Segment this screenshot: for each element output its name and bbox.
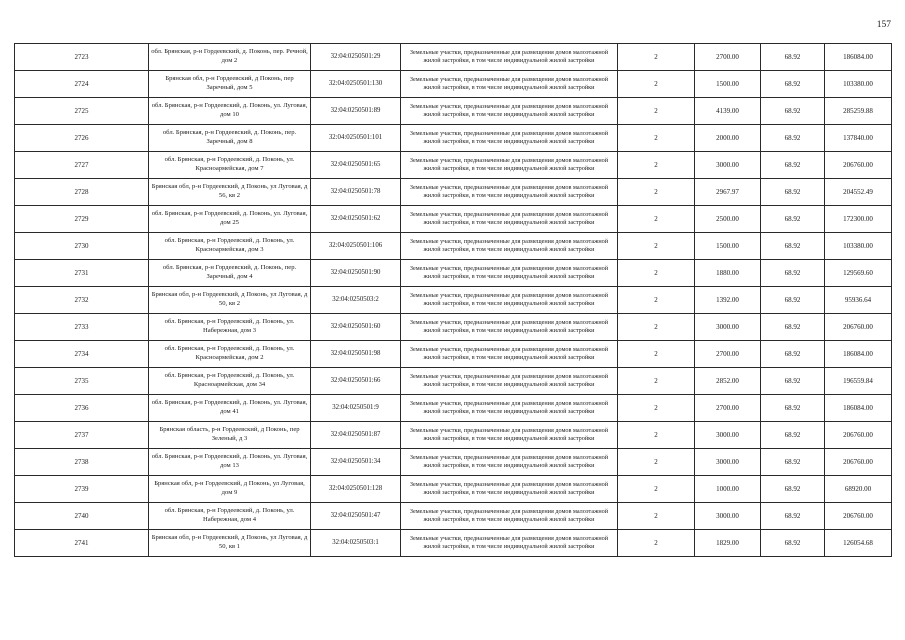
cadastral-number-cell: 32:04:0250501:128 xyxy=(311,476,401,503)
cadastral-number-cell: 32:04:0250501:89 xyxy=(311,98,401,125)
land-use-purpose-cell: Земельные участки, предназначенные для размещения домов малоэтажной жилой застройки, в том числе индивидуальной жилой застройки xyxy=(401,260,618,287)
row-number: 2738 xyxy=(15,449,149,476)
group-number-cell: 2 xyxy=(618,368,695,395)
land-use-purpose-cell: Земельные участки, предназначенные для размещения домов малоэтажной жилой застройки, в том числе индивидуальной жилой застройки xyxy=(401,125,618,152)
cadastral-value-cell: 137840.00 xyxy=(825,125,892,152)
row-number: 2737 xyxy=(15,422,149,449)
cadastral-number-cell: 32:04:0250501:78 xyxy=(311,179,401,206)
area-cell: 2500.00 xyxy=(695,206,761,233)
address-cell: обл. Брянская, р-н Гордеевский, д. Поконь, ул. Красноармейская, дом 3 xyxy=(149,233,311,260)
cadastral-number-cell: 32:04:0250501:29 xyxy=(311,44,401,71)
group-number-cell: 2 xyxy=(618,287,695,314)
specific-value-cell: 68.92 xyxy=(761,260,825,287)
cadastral-number-cell: 32:04:0250501:106 xyxy=(311,233,401,260)
address-cell: обл. Брянская, р-н Гордеевский, д. Поконь, ул. Красноармейская, дом 34 xyxy=(149,368,311,395)
land-use-purpose-cell: Земельные участки, предназначенные для размещения домов малоэтажной жилой застройки, в том числе индивидуальной жилой застройки xyxy=(401,449,618,476)
address-cell: Брянская обл, р-н Гордеевский, д Поконь, ул Луговая, дом 9 xyxy=(149,476,311,503)
cadastral-number-cell: 32:04:0250501:87 xyxy=(311,422,401,449)
address-cell: обл. Брянская, р-н Гордеевский, д. Поконь, пер. Заречный, дом 8 xyxy=(149,125,311,152)
table-row xyxy=(15,125,892,152)
table-row xyxy=(15,98,892,125)
row-number: 2740 xyxy=(15,503,149,530)
cadastral-number-cell: 32:04:0250501:47 xyxy=(311,503,401,530)
cadastral-value-cell: 204552.49 xyxy=(825,179,892,206)
cadastral-value-cell: 95936.64 xyxy=(825,287,892,314)
group-number-cell: 2 xyxy=(618,422,695,449)
area-cell: 4139.00 xyxy=(695,98,761,125)
table-row xyxy=(15,287,892,314)
group-number-cell: 2 xyxy=(618,152,695,179)
table-row xyxy=(15,422,892,449)
registry-body xyxy=(15,44,892,557)
row-number: 2731 xyxy=(15,260,149,287)
land-use-purpose-cell: Земельные участки, предназначенные для размещения домов малоэтажной жилой застройки, в том числе индивидуальной жилой застройки xyxy=(401,422,618,449)
area-cell: 2700.00 xyxy=(695,44,761,71)
group-number-cell: 2 xyxy=(618,503,695,530)
cadastral-number-cell: 32:04:0250501:62 xyxy=(311,206,401,233)
specific-value-cell: 68.92 xyxy=(761,71,825,98)
cadastral-value-cell: 196559.84 xyxy=(825,368,892,395)
cadastral-value-cell: 103380.00 xyxy=(825,71,892,98)
specific-value-cell: 68.92 xyxy=(761,314,825,341)
specific-value-cell: 68.92 xyxy=(761,368,825,395)
specific-value-cell: 68.92 xyxy=(761,503,825,530)
table-row xyxy=(15,44,892,71)
land-use-purpose-cell: Земельные участки, предназначенные для размещения домов малоэтажной жилой застройки, в том числе индивидуальной жилой застройки xyxy=(401,341,618,368)
cadastral-number-cell: 32:04:0250501:34 xyxy=(311,449,401,476)
cadastral-number-cell: 32:04:0250501:101 xyxy=(311,125,401,152)
page-number: 157 xyxy=(876,20,891,30)
table-row xyxy=(15,368,892,395)
area-cell: 3000.00 xyxy=(695,449,761,476)
table-row xyxy=(15,179,892,206)
land-use-purpose-cell: Земельные участки, предназначенные для размещения домов малоэтажной жилой застройки, в том числе индивидуальной жилой застройки xyxy=(401,206,618,233)
specific-value-cell: 68.92 xyxy=(761,530,825,557)
area-cell: 1880.00 xyxy=(695,260,761,287)
cadastral-value-cell: 186084.00 xyxy=(825,341,892,368)
table-row xyxy=(15,233,892,260)
row-number: 2741 xyxy=(15,530,149,557)
area-cell: 3000.00 xyxy=(695,314,761,341)
specific-value-cell: 68.92 xyxy=(761,233,825,260)
area-cell: 3000.00 xyxy=(695,152,761,179)
row-number: 2733 xyxy=(15,314,149,341)
specific-value-cell: 68.92 xyxy=(761,179,825,206)
area-cell: 1500.00 xyxy=(695,71,761,98)
cadastral-number-cell: 32:04:0250501:130 xyxy=(311,71,401,98)
group-number-cell: 2 xyxy=(618,71,695,98)
group-number-cell: 2 xyxy=(618,530,695,557)
area-cell: 3000.00 xyxy=(695,503,761,530)
group-number-cell: 2 xyxy=(618,395,695,422)
land-use-purpose-cell: Земельные участки, предназначенные для размещения домов малоэтажной жилой застройки, в том числе индивидуальной жилой застройки xyxy=(401,287,618,314)
group-number-cell: 2 xyxy=(618,449,695,476)
cadastral-value-cell: 285259.88 xyxy=(825,98,892,125)
address-cell: Брянская обл, р-н Гордеевский, д Поконь, пер Заречный, дом 5 xyxy=(149,71,311,98)
table-row xyxy=(15,449,892,476)
table-row xyxy=(15,341,892,368)
area-cell: 1000.00 xyxy=(695,476,761,503)
row-number: 2736 xyxy=(15,395,149,422)
address-cell: обл. Брянская, р-н Гордеевский, д. Поконь, ул. Луговая, дом 25 xyxy=(149,206,311,233)
specific-value-cell: 68.92 xyxy=(761,125,825,152)
area-cell: 2700.00 xyxy=(695,341,761,368)
area-cell: 2967.97 xyxy=(695,179,761,206)
group-number-cell: 2 xyxy=(618,233,695,260)
cadastral-value-cell: 126054.68 xyxy=(825,530,892,557)
row-number: 2723 xyxy=(15,44,149,71)
area-cell: 3000.00 xyxy=(695,422,761,449)
table-row xyxy=(15,71,892,98)
address-cell: Брянская область, р-н Гордеевский, д Поконь, пер Зеленый, д 3 xyxy=(149,422,311,449)
address-cell: обл. Брянская, р-н Гордеевский, д. Поконь, ул. Красноармейская, дом 2 xyxy=(149,341,311,368)
area-cell: 2700.00 xyxy=(695,395,761,422)
address-cell: Брянская обл, р-н Гордеевский, д Поконь, ул Луговая, д 50, кв 2 xyxy=(149,287,311,314)
table-row xyxy=(15,206,892,233)
land-use-purpose-cell: Земельные участки, предназначенные для размещения домов малоэтажной жилой застройки, в том числе индивидуальной жилой застройки xyxy=(401,530,618,557)
address-cell: обл. Брянская, р-н Гордеевский, д. Поконь, ул. Луговая, дом 13 xyxy=(149,449,311,476)
specific-value-cell: 68.92 xyxy=(761,395,825,422)
land-use-purpose-cell: Земельные участки, предназначенные для размещения домов малоэтажной жилой застройки, в том числе индивидуальной жилой застройки xyxy=(401,98,618,125)
cadastral-number-cell: 32:04:0250501:90 xyxy=(311,260,401,287)
cadastral-value-cell: 206760.00 xyxy=(825,449,892,476)
table-row xyxy=(15,260,892,287)
area-cell: 1392.00 xyxy=(695,287,761,314)
group-number-cell: 2 xyxy=(618,341,695,368)
group-number-cell: 2 xyxy=(618,260,695,287)
cadastral-value-cell: 186084.00 xyxy=(825,44,892,71)
address-cell: обл. Брянская, р-н Гордеевский, д. Поконь, ул. Набережная, дом 3 xyxy=(149,314,311,341)
land-use-purpose-cell: Земельные участки, предназначенные для размещения домов малоэтажной жилой застройки, в том числе индивидуальной жилой застройки xyxy=(401,368,618,395)
row-number: 2730 xyxy=(15,233,149,260)
table-row xyxy=(15,530,892,557)
area-cell: 1829.00 xyxy=(695,530,761,557)
cadastral-value-cell: 103380.00 xyxy=(825,233,892,260)
group-number-cell: 2 xyxy=(618,44,695,71)
address-cell: обл. Брянская, р-н Гордеевский, д. Поконь, пер. Речной, дом 2 xyxy=(149,44,311,71)
cadastral-number-cell: 32:04:0250501:65 xyxy=(311,152,401,179)
cadastral-value-cell: 206760.00 xyxy=(825,152,892,179)
cadastral-value-cell: 186084.00 xyxy=(825,395,892,422)
address-cell: обл. Брянская, р-н Гордеевский, д. Поконь, ул. Красноармейская, дом 7 xyxy=(149,152,311,179)
cadastral-number-cell: 32:04:0250501:98 xyxy=(311,341,401,368)
cadastral-value-cell: 129569.60 xyxy=(825,260,892,287)
row-number: 2735 xyxy=(15,368,149,395)
cadastral-number-cell: 32:04:0250501:9 xyxy=(311,395,401,422)
specific-value-cell: 68.92 xyxy=(761,341,825,368)
address-cell: Брянская обл, р-н Гордеевский, д Поконь, ул Луговая, д 50, кв 1 xyxy=(149,530,311,557)
cadastral-number-cell: 32:04:0250501:60 xyxy=(311,314,401,341)
row-number: 2734 xyxy=(15,341,149,368)
area-cell: 1500.00 xyxy=(695,233,761,260)
land-use-purpose-cell: Земельные участки, предназначенные для размещения домов малоэтажной жилой застройки, в том числе индивидуальной жилой застройки xyxy=(401,503,618,530)
group-number-cell: 2 xyxy=(618,314,695,341)
row-number: 2724 xyxy=(15,71,149,98)
table-row xyxy=(15,476,892,503)
row-number: 2728 xyxy=(15,179,149,206)
row-number: 2727 xyxy=(15,152,149,179)
table-row xyxy=(15,503,892,530)
cadastral-value-cell: 206760.00 xyxy=(825,503,892,530)
specific-value-cell: 68.92 xyxy=(761,206,825,233)
land-use-purpose-cell: Земельные участки, предназначенные для размещения домов малоэтажной жилой застройки, в том числе индивидуальной жилой застройки xyxy=(401,71,618,98)
group-number-cell: 2 xyxy=(618,476,695,503)
registry-table xyxy=(14,43,892,557)
specific-value-cell: 68.92 xyxy=(761,44,825,71)
specific-value-cell: 68.92 xyxy=(761,98,825,125)
land-use-purpose-cell: Земельные участки, предназначенные для размещения домов малоэтажной жилой застройки, в том числе индивидуальной жилой застройки xyxy=(401,44,618,71)
group-number-cell: 2 xyxy=(618,179,695,206)
land-use-purpose-cell: Земельные участки, предназначенные для размещения домов малоэтажной жилой застройки, в том числе индивидуальной жилой застройки xyxy=(401,476,618,503)
cadastral-number-cell: 32:04:0250501:66 xyxy=(311,368,401,395)
specific-value-cell: 68.92 xyxy=(761,422,825,449)
specific-value-cell: 68.92 xyxy=(761,287,825,314)
specific-value-cell: 68.92 xyxy=(761,476,825,503)
address-cell: обл. Брянская, р-н Гордеевский, д. Поконь, пер. Заречный, дом 4 xyxy=(149,260,311,287)
cadastral-value-cell: 206760.00 xyxy=(825,422,892,449)
area-cell: 2000.00 xyxy=(695,125,761,152)
land-use-purpose-cell: Земельные участки, предназначенные для размещения домов малоэтажной жилой застройки, в том числе индивидуальной жилой застройки xyxy=(401,152,618,179)
address-cell: обл. Брянская, р-н Гордеевский, д. Поконь, ул. Набережная, дом 4 xyxy=(149,503,311,530)
row-number: 2739 xyxy=(15,476,149,503)
land-use-purpose-cell: Земельные участки, предназначенные для размещения домов малоэтажной жилой застройки, в том числе индивидуальной жилой застройки xyxy=(401,395,618,422)
group-number-cell: 2 xyxy=(618,98,695,125)
specific-value-cell: 68.92 xyxy=(761,152,825,179)
table-row xyxy=(15,152,892,179)
area-cell: 2852.00 xyxy=(695,368,761,395)
group-number-cell: 2 xyxy=(618,206,695,233)
address-cell: Брянская обл, р-н Гордеевский, д Поконь, ул Луговая, д 56, кв 2 xyxy=(149,179,311,206)
land-use-purpose-cell: Земельные участки, предназначенные для размещения домов малоэтажной жилой застройки, в том числе индивидуальной жилой застройки xyxy=(401,179,618,206)
cadastral-value-cell: 68920.00 xyxy=(825,476,892,503)
row-number: 2726 xyxy=(15,125,149,152)
row-number: 2729 xyxy=(15,206,149,233)
cadastral-number-cell: 32:04:0250503:1 xyxy=(311,530,401,557)
address-cell: обл. Брянская, р-н Гордеевский, д. Поконь, ул. Луговая, дом 10 xyxy=(149,98,311,125)
cadastral-value-cell: 172300.00 xyxy=(825,206,892,233)
row-number: 2732 xyxy=(15,287,149,314)
address-cell: обл. Брянская, р-н Гордеевский, д. Поконь, ул. Луговая, дом 41 xyxy=(149,395,311,422)
land-use-purpose-cell: Земельные участки, предназначенные для размещения домов малоэтажной жилой застройки, в том числе индивидуальной жилой застройки xyxy=(401,233,618,260)
table-row xyxy=(15,314,892,341)
land-use-purpose-cell: Земельные участки, предназначенные для размещения домов малоэтажной жилой застройки, в том числе индивидуальной жилой застройки xyxy=(401,314,618,341)
cadastral-number-cell: 32:04:0250503:2 xyxy=(311,287,401,314)
table-row xyxy=(15,395,892,422)
specific-value-cell: 68.92 xyxy=(761,449,825,476)
row-number: 2725 xyxy=(15,98,149,125)
cadastral-value-cell: 206760.00 xyxy=(825,314,892,341)
group-number-cell: 2 xyxy=(618,125,695,152)
